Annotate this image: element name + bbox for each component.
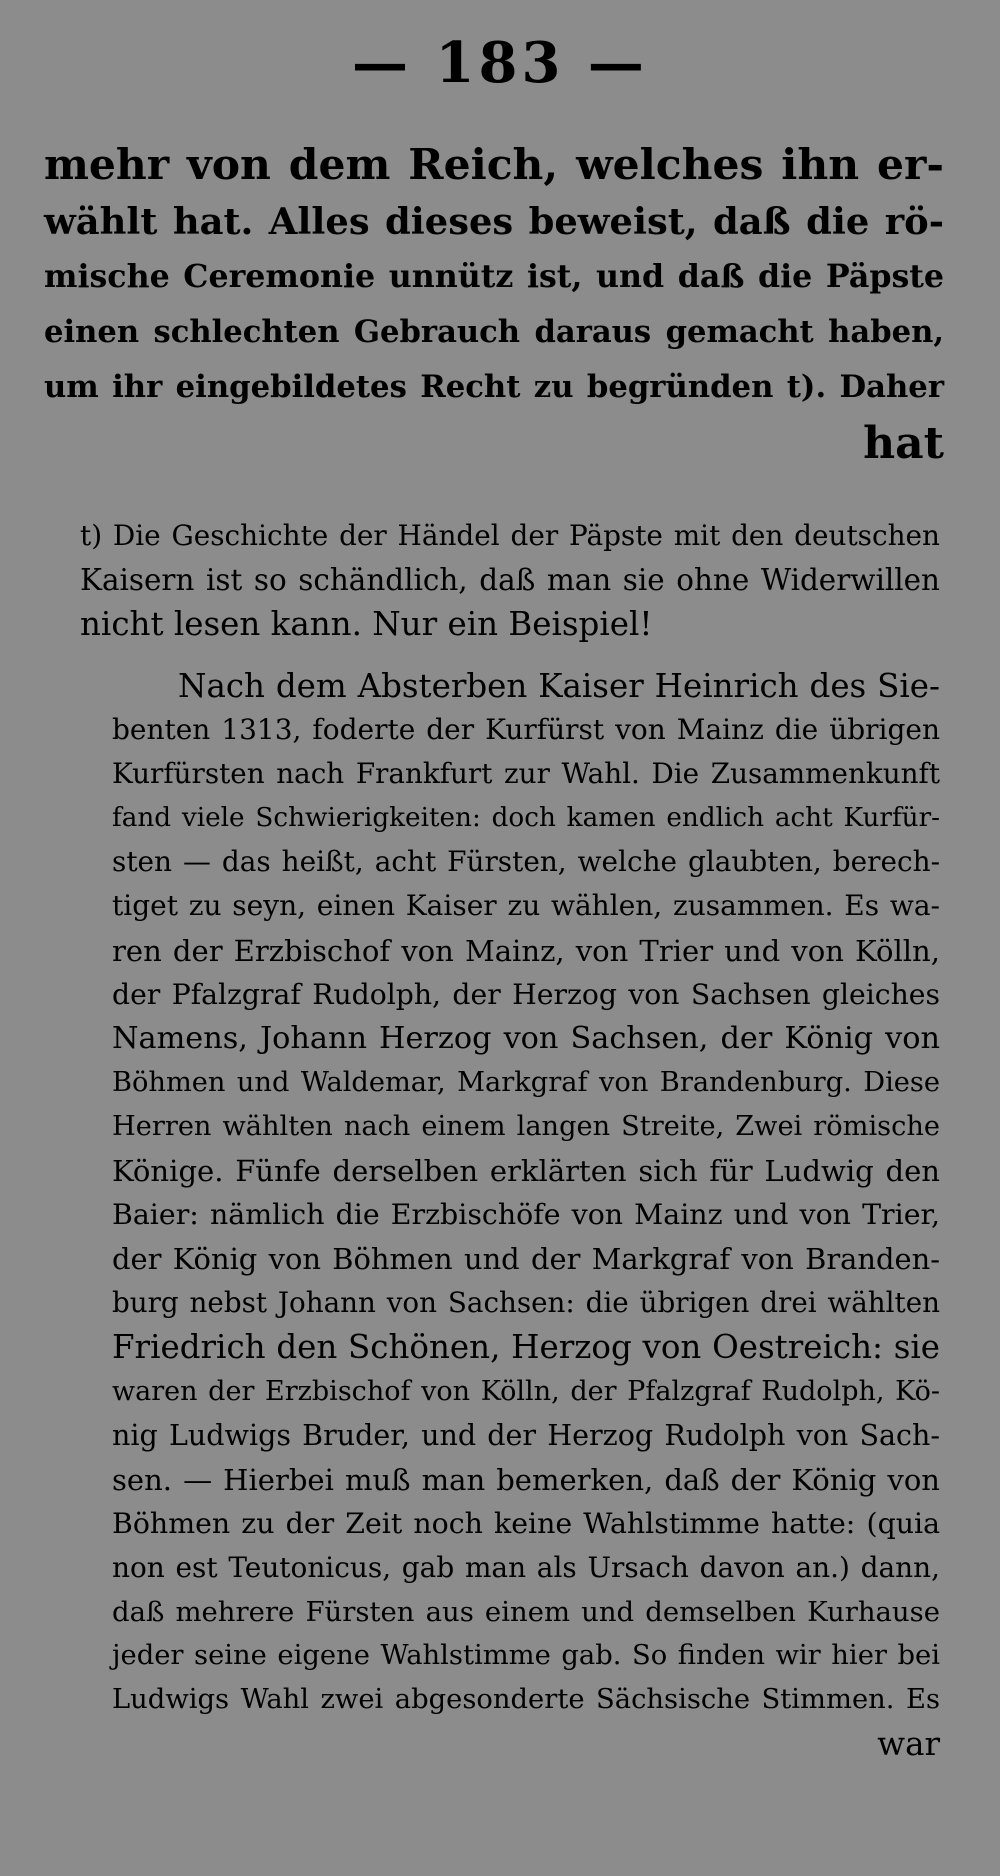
footnote xyxy=(80,514,940,646)
story-line: Friedrich den Schönen, Herzog von Oestreich: sie xyxy=(112,1328,940,1367)
story-line: nig Ludwigs Bruder, und der Herzog Rudolph von Sach- xyxy=(112,1418,940,1452)
story-line: der Pfalzgraf Rudolph, der Herzog von Sachsen gleiches xyxy=(112,977,940,1011)
main-line: mische Ceremonie unnütz ist, und daß die Päpste xyxy=(44,258,944,295)
story-line: jeder seine eigene Wahlstimme gab. So finden wir hier bei xyxy=(112,1640,940,1672)
story-line: fand viele Schwierigkeiten: doch kamen endlich acht Kurfür- xyxy=(112,803,940,834)
footnote-line: Kaisern ist so schändlich, daß man sie ohne Widerwillen xyxy=(80,563,940,597)
footnote-line: t) Die Geschichte der Händel der Päpste mit den deutschen xyxy=(80,519,940,552)
story-line: Nach dem Absterben Kaiser Heinrich des Sie- xyxy=(178,667,940,705)
main-line: um ihr eingebildetes Recht zu begründen t). Daher xyxy=(44,369,944,405)
story-line: Baier: nämlich die Erzbischöfe von Mainz und von Trier, xyxy=(112,1198,940,1232)
story-line: non est Teutonicus, gab man als Ursach davon an.) dann, xyxy=(112,1550,940,1584)
main-line: mehr von dem Reich, welches ihn er- xyxy=(44,140,944,190)
story-line: der König von Böhmen und der Markgraf von Branden- xyxy=(112,1242,940,1277)
story-line: sten — das heißt, acht Fürsten, welche glaubten, berech- xyxy=(112,845,940,879)
catchword: war xyxy=(877,1725,940,1764)
main-line: einen schlechten Gebrauch daraus gemacht haben, xyxy=(44,313,944,350)
footnote-story xyxy=(112,664,940,1766)
story-line: waren der Erzbischof von Kölln, der Pfalzgraf Rudolph, Kö- xyxy=(112,1375,940,1407)
story-line: daß mehrere Fürsten aus einem und demselben Kurhause xyxy=(112,1595,940,1628)
main-paragraph xyxy=(44,138,944,471)
story-line: benten 1313, foderte der Kurfürst von Mainz die übrigen xyxy=(112,713,940,747)
story-line: burg nebst Johann von Sachsen: die übrigen drei wählten xyxy=(112,1286,940,1320)
page-number-header: — 183 — xyxy=(352,30,648,96)
story-line: Böhmen zu der Zeit noch keine Wahlstimme hatte: (quia xyxy=(112,1506,940,1540)
story-line: Ludwigs Wahl zwei abgesonderte Sächsische Stimmen. Es xyxy=(112,1684,940,1716)
story-line: ren der Erzbischof von Mainz, von Trier und von Kölln, xyxy=(112,933,940,968)
story-line: Könige. Fünfe derselben erklärten sich für Ludwig den xyxy=(112,1154,940,1189)
story-line: sen. — Hierbei muß man bemerken, daß der König von xyxy=(112,1462,940,1497)
footnote-line: nicht lesen kann. Nur ein Beispiel! xyxy=(80,605,653,643)
story-line: Böhmen und Waldemar, Markgraf von Brandenburg. Diese xyxy=(112,1066,940,1098)
story-line: Herren wählten nach einem langen Streite, Zwei römische xyxy=(112,1110,940,1142)
story-line: Namens, Johann Herzog von Sachsen, der König von xyxy=(112,1020,940,1056)
story-line: tiget zu seyn, einen Kaiser zu wählen, zusammen. Es wa- xyxy=(112,889,940,923)
catchword: hat xyxy=(863,417,944,469)
story-line: Kurfürsten nach Frankfurt zur Wahl. Die Zusammenkunft xyxy=(112,757,940,791)
main-line: wählt hat. Alles dieses beweist, daß die rö- xyxy=(44,198,944,243)
